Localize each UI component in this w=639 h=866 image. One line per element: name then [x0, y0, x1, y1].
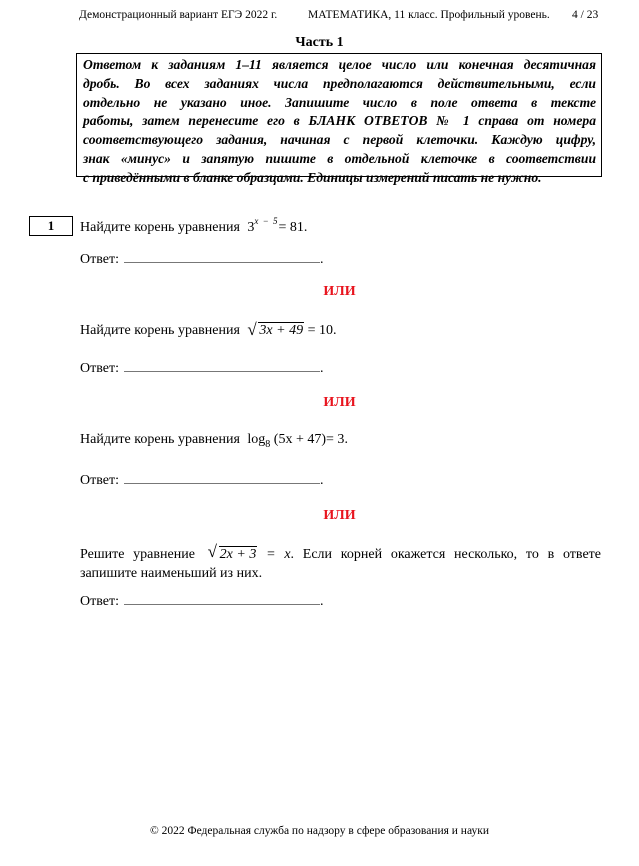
log-base: 8: [265, 439, 271, 450]
instruction-line: соответствующего задания, начиная с первой клеточки. Каждую цифру,: [83, 132, 596, 148]
instruction-line: дробь. Во всех заданиях числа предполагаются действительными, если: [83, 75, 596, 91]
instruction-line: Ответом к заданиям 1–11 является целое число или конечная десятичная: [83, 57, 596, 72]
answer-row-2: [80, 358, 323, 377]
answer-row-4: [80, 591, 323, 610]
equation-rhs: = 3: [326, 432, 345, 447]
sqrt-icon: √: [247, 320, 257, 339]
instruction-line: работы, затем перенесите его в БЛАНК ОТВЕТОВ № 1 справа от номера: [83, 113, 596, 129]
sqrt: [207, 542, 258, 564]
question-text: Найдите корень уравнения: [80, 323, 240, 338]
footer-copyright: © 2022 Федеральная служба по надзору в сфере образования и науки: [150, 825, 489, 837]
task-number-box: 1: [29, 216, 73, 236]
answer-field[interactable]: [124, 358, 320, 372]
answer-row-3: [80, 470, 323, 489]
question-text: Решите уравнение: [80, 547, 195, 562]
answer-label: Ответ:: [80, 594, 119, 609]
question-variant-1: [80, 216, 307, 236]
equation: [247, 216, 308, 235]
part-title: Часть 1: [295, 35, 344, 50]
page-number: 4 / 23: [572, 9, 599, 21]
question-variant-3: [80, 432, 348, 450]
radicand: 2x + 3: [219, 547, 257, 562]
equation-base: 3: [247, 220, 255, 235]
sqrt-icon: √: [207, 542, 218, 561]
equation-rhs: = 81: [278, 220, 304, 235]
period: .: [344, 432, 348, 447]
or-separator: ИЛИ: [323, 284, 356, 299]
equation-rhs: = 10: [307, 323, 333, 338]
instruction-line: знак «минус» и запятую пишите в отдельной клеточке в соответствии: [83, 150, 596, 166]
question-variant-4: [80, 542, 602, 583]
equation: [247, 432, 348, 450]
question-text: Найдите корень уравнения: [80, 432, 240, 447]
answer-label: Ответ:: [80, 473, 119, 488]
answer-field[interactable]: [124, 591, 320, 605]
period: .: [319, 252, 324, 267]
log-argument: (5x + 47): [273, 432, 327, 447]
header-subject: МАТЕМАТИКА, 11 класс. Профильный уровень.: [308, 9, 550, 21]
or-separator: ИЛИ: [323, 508, 356, 523]
radicand: 3x + 49: [259, 323, 304, 338]
instructions-box: [76, 53, 602, 185]
answer-field[interactable]: [124, 249, 320, 263]
log-function: log: [247, 432, 266, 447]
answer-label: Ответ:: [80, 252, 119, 267]
period: .: [319, 473, 324, 488]
header-exam-title: Демонстрационный вариант ЕГЭ 2022 г.: [79, 9, 278, 21]
period: .: [303, 220, 308, 235]
or-separator: ИЛИ: [323, 395, 356, 410]
instruction-line: отдельно не указано иное. Запишите число в поле ответа в тексте: [83, 94, 596, 110]
answer-label: Ответ:: [80, 361, 119, 376]
question-tail: . Если корней окажется несколько, то в ответе запишите наименьший из них.: [80, 547, 602, 581]
instruction-line: с приведёнными в бланке образцами. Единицы измерений писать не нужно.: [83, 169, 542, 185]
equation: [247, 320, 337, 339]
sqrt: [247, 320, 304, 339]
period: .: [332, 323, 337, 338]
answer-field[interactable]: [124, 470, 320, 484]
equation-rhs: = x: [266, 547, 291, 562]
answer-row-1: [80, 249, 323, 268]
period: .: [319, 594, 324, 609]
question-variant-2: [80, 320, 337, 339]
period: .: [319, 361, 324, 376]
equation-exponent: x − 5: [254, 216, 279, 226]
question-text: Найдите корень уравнения: [80, 220, 240, 235]
